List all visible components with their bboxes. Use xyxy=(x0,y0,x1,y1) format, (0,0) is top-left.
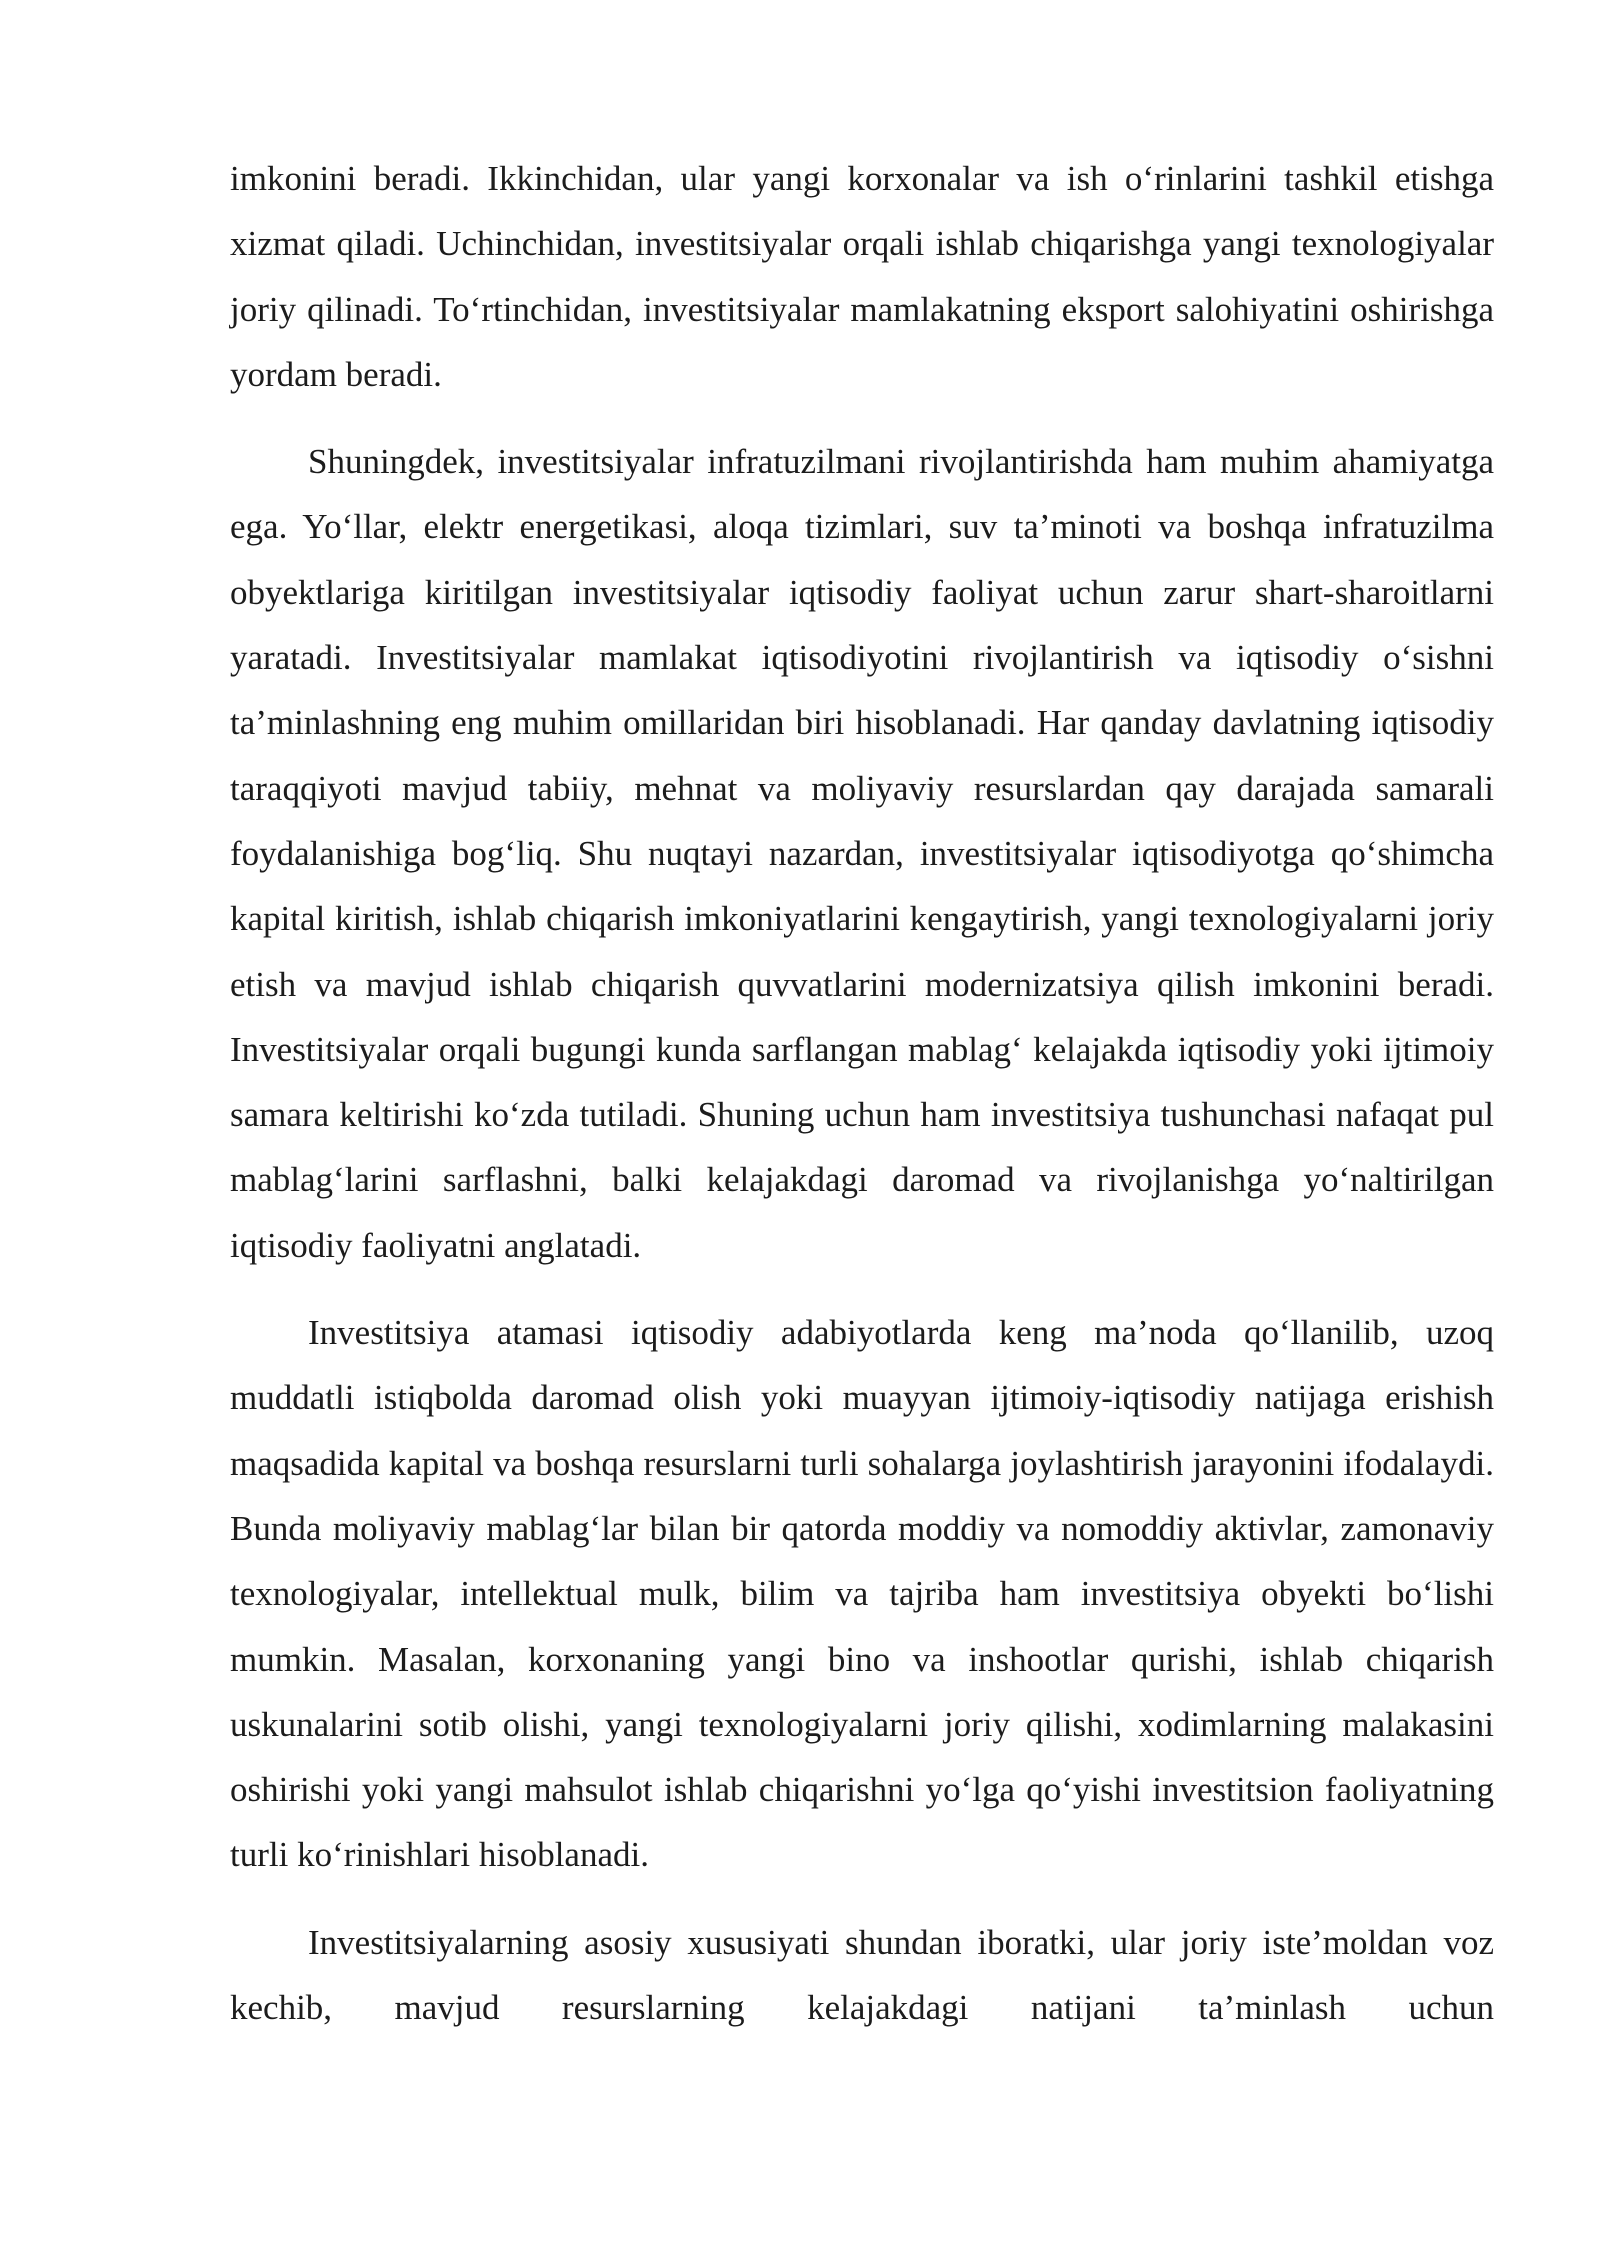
paragraph-investment-features: Investitsiyalarning asosiy xususiyati shundan iboratki, ular joriy iste’moldan voz kechib, mavjud resurslarning kelajakdagi natijani ta’minlash uchun xyxy=(230,1922,1494,2028)
document-body xyxy=(230,146,1494,2062)
paragraph-continuation: imkonini beradi. Ikkinchidan, ular yangi korxonalar va ish o‘rinlarini tashkil etishga xizmat qiladi. Uchinchidan, investitsiyalar orqali ishlab chiqarishga yangi texnologiyalar joriy qilinadi. To‘rtinchidan, investitsiyalar mamlakatning eksport salohiyatini oshirishga yordam beradi. xyxy=(230,159,1494,394)
paragraph-infrastructure: Shuningdek, investitsiyalar infratuzilmani rivojlantirishda ham muhim ahamiyatga ega. Yo‘llar, elektr energetikasi, aloqa tizimlari, suv ta’minoti va boshqa infratuzilma obyektlariga kiritilgan investitsiyalar iqtisodiy faoliyat uchun zarur shart-sharoitlarni yaratadi. Investitsiyalar mamlakat iqtisodiyotini rivojlantirish va iqtisodiy o‘sishni ta’minlashning eng muhim omillaridan biri hisoblanadi. Har qanday davlatning iqtisodiy taraqqiyoti mavjud tabiiy, mehnat va moliyaviy resurslardan qay darajada samarali foydalanishiga bog‘liq. Shu nuqtayi nazardan, investitsiyalar iqtisodiyotga qo‘shimcha kapital kiritish, ishlab chiqarish imkoniyatlarini kengaytirish, yangi texnologiyalarni joriy etish va mavjud ishlab chiqarish quvvatlarini modernizatsiya qilish imkonini beradi. Investitsiyalar orqali bugungi kunda sarflangan mablag‘ kelajakda iqtisodiy yoki ijtimoiy samara keltirishi ko‘zda tutiladi. Shuning uchun ham investitsiya tushunchasi nafaqat pul mablag‘larini sarflashni, balki kelajakdagi daromad va rivojlanishga yo‘naltirilgan iqtisodiy faoliyatni anglatadi. xyxy=(230,442,1494,1265)
paragraph-investment-term: Investitsiya atamasi iqtisodiy adabiyotlarda keng ma’noda qo‘llanilib, uzoq muddatli istiqbolda daromad olish yoki muayyan ijtimoiy-iqtisodiy natijaga erishish maqsadida kapital va boshqa resurslarni turli sohalarga joylashtirish jarayonini ifodalaydi. Bunda moliyaviy mablag‘lar bilan bir qatorda moddiy va nomoddiy aktivlar, zamonaviy texnologiyalar, intellektual mulk, bilim va tajriba ham investitsiya obyekti bo‘lishi mumkin. Masalan, korxonaning yangi bino va inshootlar qurishi, ishlab chiqarish uskunalarini sotib olishi, yangi texnologiyalarni joriy qilishi, xodimlarning malakasini oshirishi yoki yangi mahsulot ishlab chiqarishni yo‘lga qo‘yishi investitsion faoliyatning turli ko‘rinishlari hisoblanadi. xyxy=(230,1313,1494,1875)
